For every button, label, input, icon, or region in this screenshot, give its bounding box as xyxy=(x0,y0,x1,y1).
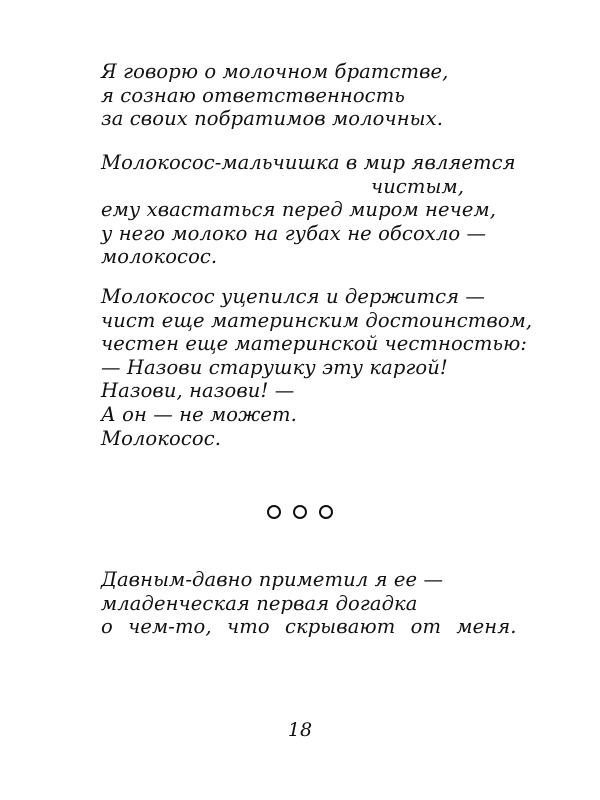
poem-line: ему хвастаться перед миром нечем, xyxy=(101,198,497,222)
poem-line: Назови, назови! — xyxy=(101,379,295,403)
poem-line: Давным-давно приметил я ее — xyxy=(101,568,444,591)
poem-stanza-3 xyxy=(101,285,533,450)
poem-line: чист еще материнским достоинством, xyxy=(101,308,533,332)
poem-line: Молокосос уцепился и держится — xyxy=(101,285,486,308)
poem-line: Я говорю о молочном братстве, xyxy=(101,60,449,83)
poem-line: — Назови старушку эту каргой! xyxy=(101,355,448,379)
page-number: 18 xyxy=(287,719,313,741)
poem-line: за своих побратимов молочных. xyxy=(101,107,444,131)
poem-line: у него молоко на губах не обсохло — xyxy=(101,221,487,245)
poem-stanza-1 xyxy=(101,60,501,131)
poem-line: я сознаю ответственность xyxy=(101,83,406,107)
poem-line: младенческая первая догадка xyxy=(101,591,418,615)
separator-circle-icon xyxy=(293,505,307,519)
poem-line: А он — не может. xyxy=(101,402,297,426)
separator-circle-icon xyxy=(319,505,333,519)
poem-stanza-2 xyxy=(101,151,516,269)
poem-line: честен еще материнской честностью: xyxy=(101,332,528,356)
poem-line: Молокосос-мальчишка в мир является xyxy=(101,151,516,174)
poem-line: о чем-то, что скрывают от меня. xyxy=(101,615,517,639)
poem-line-indented: чистым, xyxy=(371,174,465,198)
section-separator xyxy=(0,505,600,519)
separator-circle-icon xyxy=(267,505,281,519)
poem-line: молокосос. xyxy=(101,245,218,269)
poem-line: Молокосос. xyxy=(101,426,222,450)
poem-stanza-4 xyxy=(101,568,517,639)
